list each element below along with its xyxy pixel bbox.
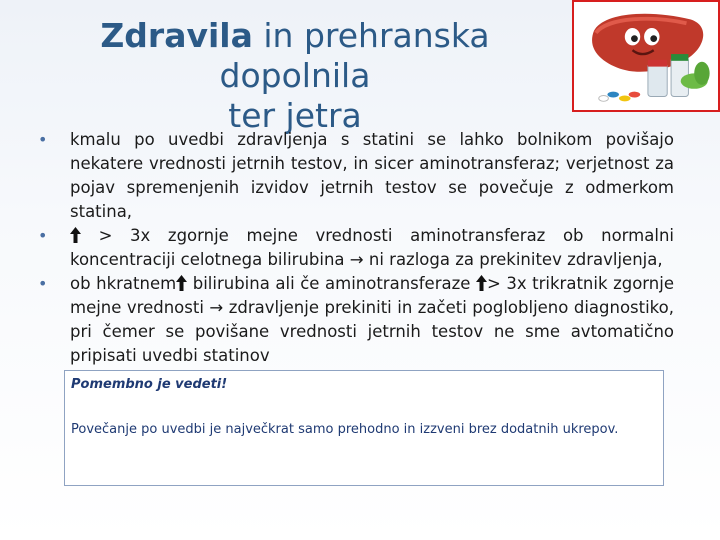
slide-title bbox=[20, 16, 570, 136]
bullet-3-text-b: bilirubina ali če aminotransferaze bbox=[187, 274, 476, 293]
bullet-item-3 bbox=[34, 272, 674, 368]
title-strong: Zdravila bbox=[100, 16, 253, 55]
bullet-list bbox=[34, 128, 674, 368]
bullet-1-text: kmalu po uvedbi zdravljenja s statini se lahko bolnikom povišajo nekatere vrednosti jetrnih testov, in sicer aminotransferaz; verjetnost za pojav spremenjenih izvidov jetrnih testov se povečuje z odmerkom statina, bbox=[70, 130, 674, 221]
right-arrow-icon: → bbox=[349, 250, 364, 269]
title-rest: in prehranska dopolnila bbox=[219, 16, 490, 95]
bullet-marker: • bbox=[38, 226, 48, 245]
liver-mascot-with-pills-icon bbox=[574, 2, 718, 110]
right-arrow-icon: → bbox=[209, 298, 224, 317]
note-heading: Pomembno je vedeti! bbox=[71, 377, 228, 392]
bullet-marker: • bbox=[38, 130, 48, 149]
up-arrow-icon bbox=[70, 227, 81, 243]
title-line2: ter jetra bbox=[228, 96, 362, 135]
bullet-2-text-end: ni razloga za prekinitev zdravljenja, bbox=[363, 250, 663, 269]
bullet-item-1 bbox=[34, 128, 674, 224]
bullet-item-2 bbox=[34, 224, 674, 272]
bullet-3-text-d: zdravljenje prekiniti in začeti poglobljeno diagnostiko, pri čemer se povišane vrednosti jetrnih testov ne sme avtomatično pripisati uvedbi statinov bbox=[70, 298, 674, 365]
note-body: Povečanje po uvedbi je največkrat samo prehodno in izzveni brez dodatnih ukrepov. bbox=[71, 422, 619, 437]
important-note-box bbox=[64, 370, 664, 486]
bullet-marker: • bbox=[38, 274, 48, 293]
bullet-3-text-c: > 3x trikratnik zgornje mejne vrednosti bbox=[70, 274, 674, 317]
liver-illustration bbox=[572, 0, 720, 112]
bullet-2-text: > 3x zgornje mejne vrednosti aminotransferaz ob normalni koncentraciji celotnega bilirubina bbox=[70, 226, 674, 269]
up-arrow-icon bbox=[476, 275, 487, 291]
bullet-3-text-a: ob hkratnem bbox=[70, 274, 177, 293]
up-arrow-icon bbox=[176, 275, 187, 291]
